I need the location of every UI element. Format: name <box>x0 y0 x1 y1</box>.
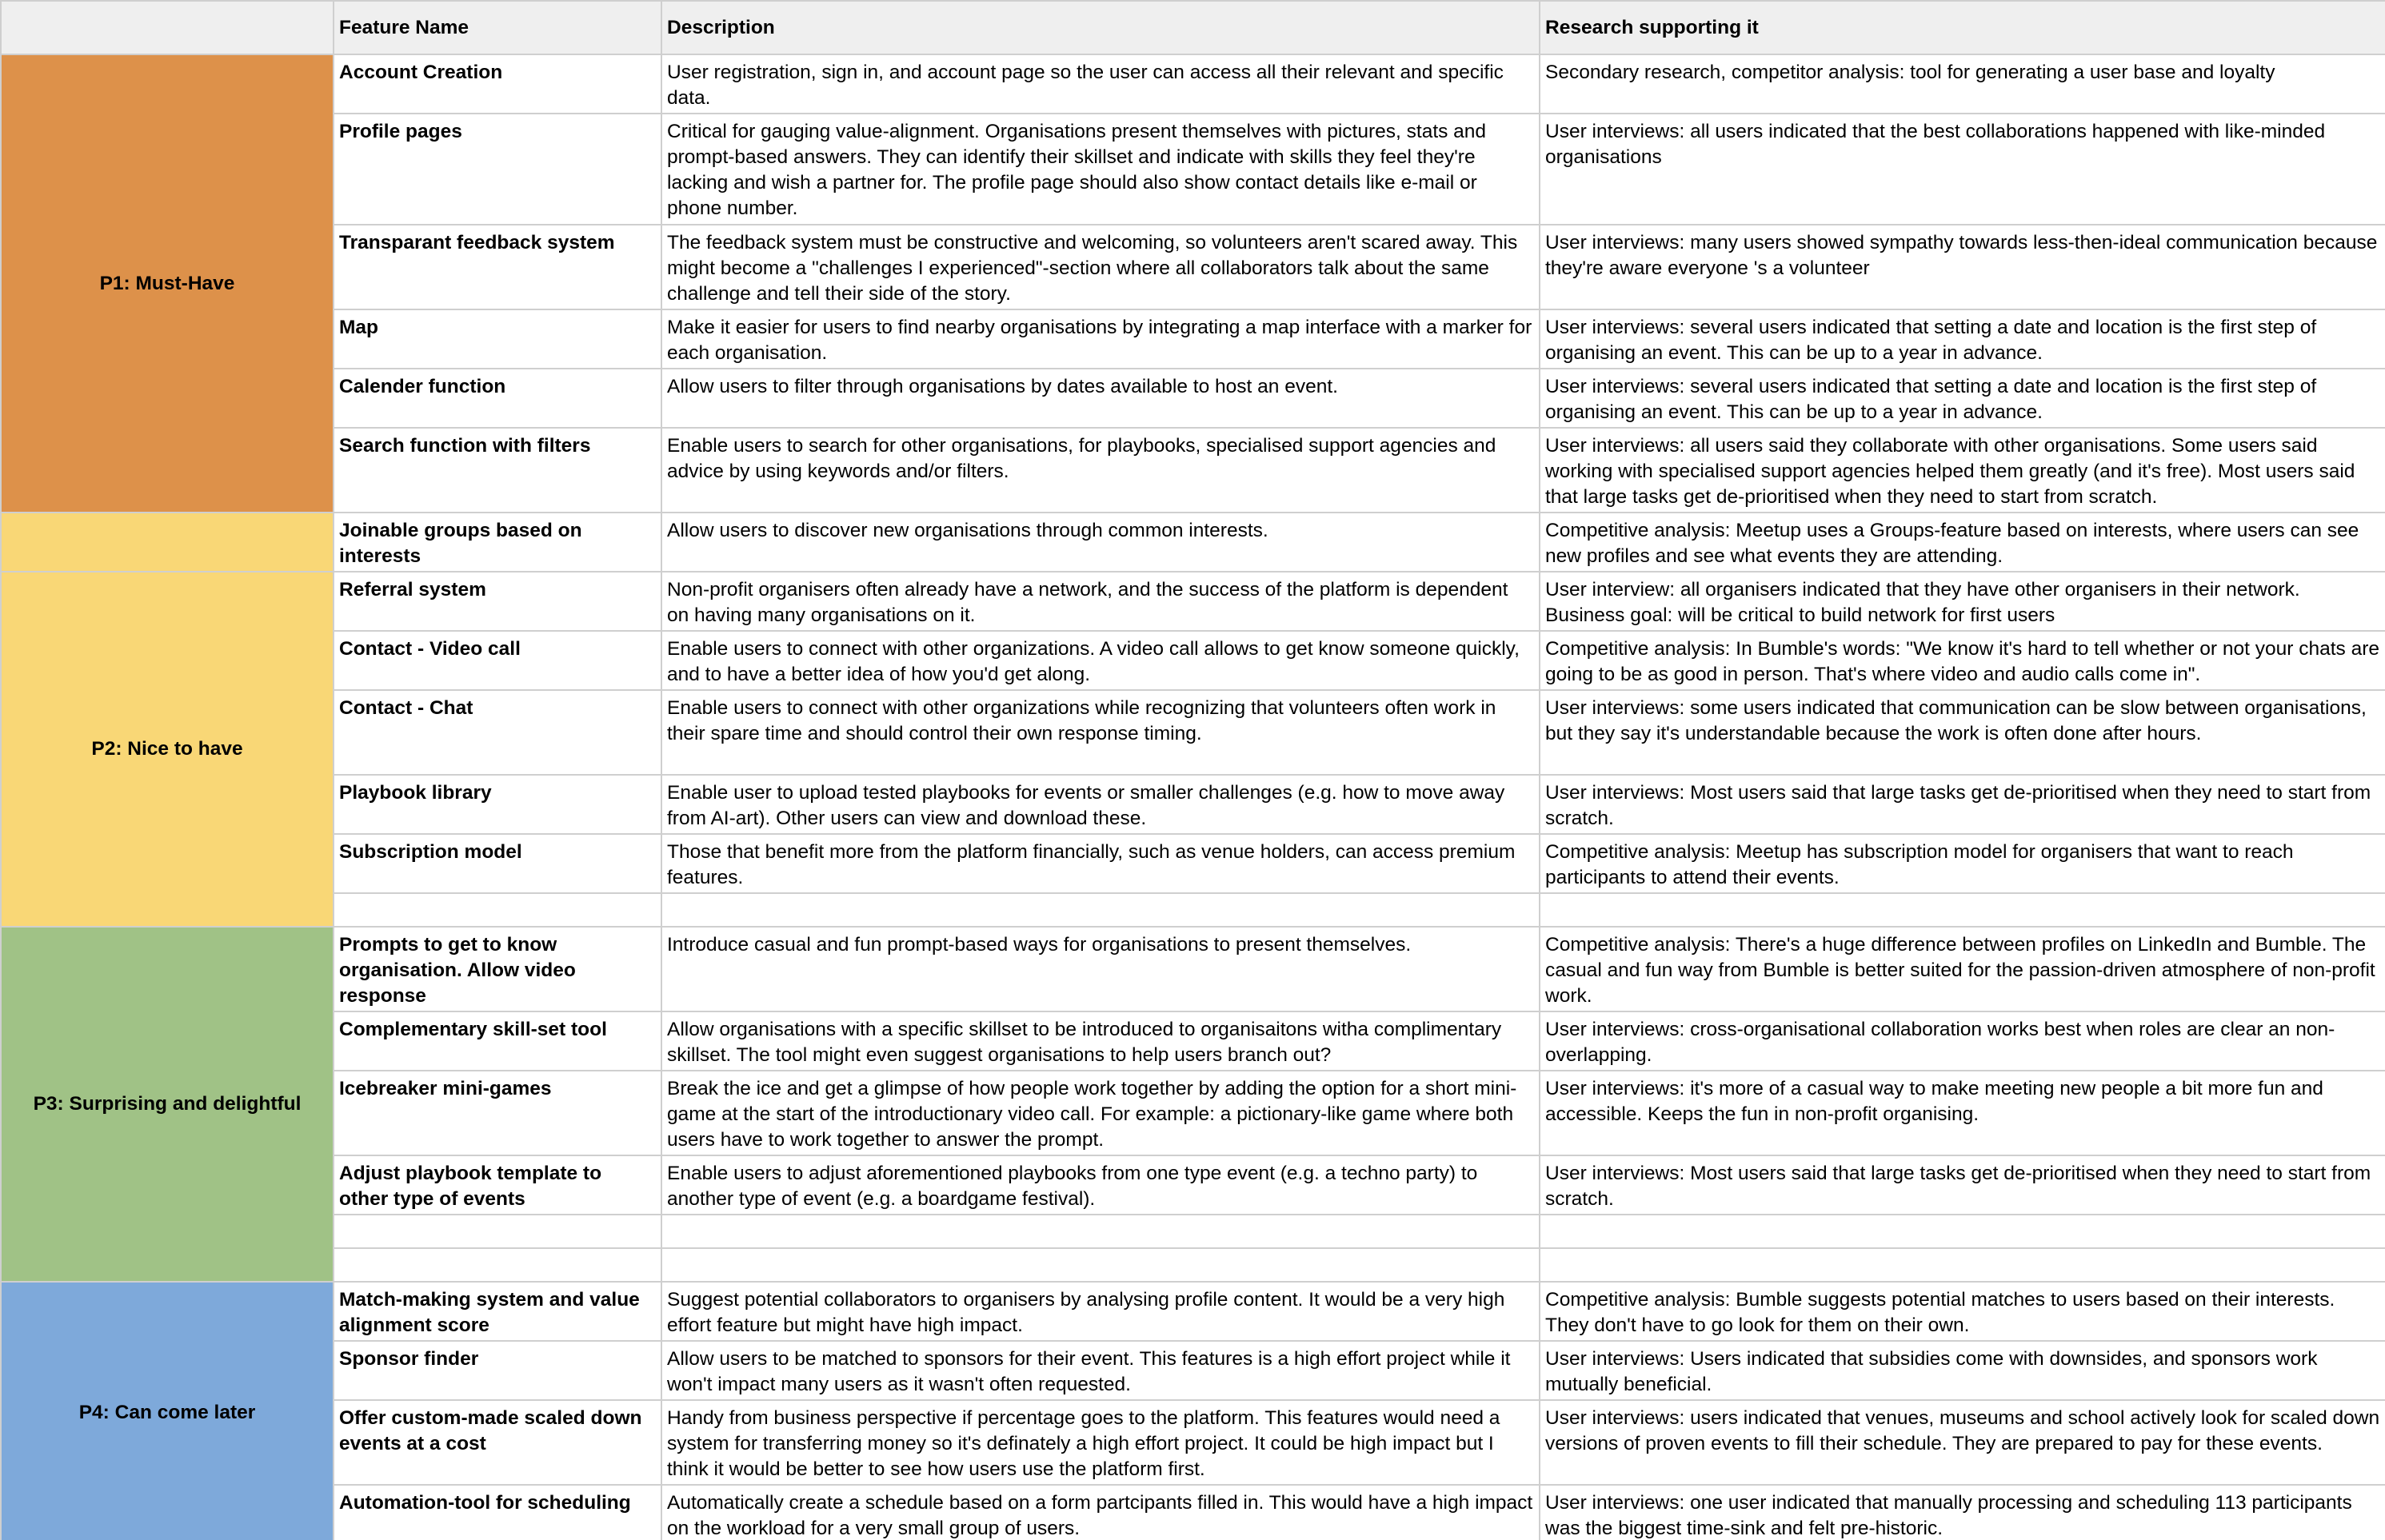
description-cell[interactable]: Critical for gauging value-alignment. Organisations present themselves with pictures, stats and prompt-based answers. They can identify their skillset and indicate with skills they feel they're lacking and wish a partner for. The profile page should also show contact details like e-mail or phone number. <box>661 114 1540 225</box>
feature-cell[interactable]: Playbook library <box>334 775 661 834</box>
table-row <box>1 1011 2385 1071</box>
description-cell[interactable]: Suggest potential collaborators to organisers by analysing profile content. It would be a very high effort feature but might have high impact. <box>661 1282 1540 1341</box>
description-cell[interactable]: Non-profit organisers often already have a network, and the success of the platform is dependent on having many organisations on it. <box>661 572 1540 631</box>
description-cell[interactable]: Enable users to search for other organisations, for playbooks, specialised support agencies and advice by using keywords and/or filters. <box>661 428 1540 513</box>
table-row <box>1 775 2385 834</box>
priority-cell-p2[interactable]: P2: Nice to have <box>1 572 334 927</box>
table-body <box>1 54 2385 1540</box>
research-cell[interactable]: User interviews: Most users said that large tasks get de-prioritised when they need to start from scratch. <box>1540 1155 2385 1215</box>
description-cell[interactable]: Allow organisations with a specific skillset to be introduced to organisaitons witha complimentary skillset. The tool might even suggest organisations to help users branch out? <box>661 1011 1540 1071</box>
research-cell[interactable] <box>1540 1248 2385 1282</box>
feature-cell[interactable]: Calender function <box>334 369 661 428</box>
feature-cell[interactable]: Transparant feedback system <box>334 225 661 309</box>
table-row <box>1 428 2385 513</box>
table-row <box>1 114 2385 225</box>
description-cell[interactable]: Allow users to discover new organisations through common interests. <box>661 513 1540 572</box>
feature-cell[interactable]: Adjust playbook template to other type of events <box>334 1155 661 1215</box>
table-row <box>1 513 2385 572</box>
research-cell[interactable]: User interviews: one user indicated that manually processing and scheduling 113 participants was the biggest time-sink and felt pre-historic. <box>1540 1485 2385 1540</box>
research-cell[interactable]: User interviews: users indicated that venues, museums and school actively look for scaled down versions of proven events to fill their schedule. They are prepared to pay for these events. <box>1540 1400 2385 1485</box>
research-cell[interactable]: User interviews: several users indicated that setting a date and location is the first step of organising an event. This can be up to a year in advance. <box>1540 369 2385 428</box>
table-row <box>1 225 2385 309</box>
research-cell[interactable]: User interviews: Most users said that large tasks get de-prioritised when they need to start from scratch. <box>1540 775 2385 834</box>
table-row <box>1 893 2385 927</box>
research-cell[interactable]: User interview: all organisers indicated that they have other organisers in their network. Business goal: will be critical to build network for first users <box>1540 572 2385 631</box>
research-cell[interactable]: User interviews: some users indicated that communication can be slow between organisations, but they say it's understandable because the work is often done after hours. <box>1540 690 2385 775</box>
feature-cell[interactable]: Automation-tool for scheduling <box>334 1485 661 1540</box>
feature-cell[interactable]: Referral system <box>334 572 661 631</box>
feature-cell[interactable] <box>334 893 661 927</box>
description-cell[interactable] <box>661 1248 1540 1282</box>
description-cell[interactable]: Allow users to filter through organisations by dates available to host an event. <box>661 369 1540 428</box>
table-row <box>1 1282 2385 1341</box>
feature-cell[interactable]: Prompts to get to know organisation. Allow video response <box>334 927 661 1011</box>
table-row <box>1 1248 2385 1282</box>
priority-cell-blank[interactable] <box>1 513 334 572</box>
feature-cell[interactable]: Contact - Video call <box>334 631 661 690</box>
table-row <box>1 1155 2385 1215</box>
table-row <box>1 1215 2385 1248</box>
research-cell[interactable]: User interviews: Users indicated that subsidies come with downsides, and sponsors work mutually beneficial. <box>1540 1341 2385 1400</box>
research-cell[interactable]: User interviews: many users showed sympathy towards less-then-ideal communication because they're aware everyone 's a volunteer <box>1540 225 2385 309</box>
header-description[interactable]: Description <box>661 1 1540 54</box>
header-feature-name[interactable]: Feature Name <box>334 1 661 54</box>
research-cell[interactable]: Competitive analysis: There's a huge difference between profiles on LinkedIn and Bumble. The casual and fun way from Bumble is better suited for the passion-driven atmosphere of non-profit work. <box>1540 927 2385 1011</box>
header-research[interactable]: Research supporting it <box>1540 1 2385 54</box>
header-row <box>1 1 2385 54</box>
description-cell[interactable] <box>661 1215 1540 1248</box>
feature-cell[interactable]: Complementary skill-set tool <box>334 1011 661 1071</box>
research-cell[interactable]: Competitive analysis: Bumble suggests potential matches to users based on their interests. They don't have to go look for them on their own. <box>1540 1282 2385 1341</box>
header-priority[interactable] <box>1 1 334 54</box>
feature-cell[interactable]: Map <box>334 309 661 369</box>
feature-cell[interactable]: Offer custom-made scaled down events at a cost <box>334 1400 661 1485</box>
description-cell[interactable]: Those that benefit more from the platform financially, such as venue holders, can access premium features. <box>661 834 1540 893</box>
table-row <box>1 572 2385 631</box>
table-row <box>1 631 2385 690</box>
research-cell[interactable]: User interviews: all users indicated that the best collaborations happened with like-minded organisations <box>1540 114 2385 225</box>
table-row <box>1 1071 2385 1155</box>
priority-cell-p4[interactable]: P4: Can come later <box>1 1282 334 1540</box>
research-cell[interactable]: User interviews: several users indicated that setting a date and location is the first step of organising an event. This can be up to a year in advance. <box>1540 309 2385 369</box>
table-row <box>1 1341 2385 1400</box>
research-cell[interactable]: Competitive analysis: Meetup uses a Groups-feature based on interests, where users can see new profiles and see what events they are attending. <box>1540 513 2385 572</box>
table-row <box>1 834 2385 893</box>
feature-cell[interactable]: Contact - Chat <box>334 690 661 775</box>
feature-cell[interactable] <box>334 1248 661 1282</box>
feature-cell[interactable]: Search function with filters <box>334 428 661 513</box>
table-row <box>1 1400 2385 1485</box>
description-cell[interactable]: Allow users to be matched to sponsors for their event. This features is a high effort project while it won't impact many users as it wasn't often requested. <box>661 1341 1540 1400</box>
table-row <box>1 369 2385 428</box>
table-row <box>1 54 2385 114</box>
research-cell[interactable]: User interviews: it's more of a casual way to make meeting new people a bit more fun and accessible. Keeps the fun in non-profit organising. <box>1540 1071 2385 1155</box>
description-cell[interactable]: Introduce casual and fun prompt-based ways for organisations to present themselves. <box>661 927 1540 1011</box>
description-cell[interactable]: Enable users to adjust aforementioned playbooks from one type event (e.g. a techno party) to another type of event (e.g. a boardgame festival). <box>661 1155 1540 1215</box>
table-row <box>1 309 2385 369</box>
table-row <box>1 927 2385 1011</box>
description-cell[interactable]: Make it easier for users to find nearby organisations by integrating a map interface with a marker for each organisation. <box>661 309 1540 369</box>
description-cell[interactable]: Enable users to connect with other organizations. A video call allows to get know someone quickly, and to have a better idea of how you'd get along. <box>661 631 1540 690</box>
description-cell[interactable]: The feedback system must be constructive and welcoming, so volunteers aren't scared away. This might become a "challenges I experienced"-section where all collaborators talk about the same challenge and tell their side of the story. <box>661 225 1540 309</box>
feature-cell[interactable]: Sponsor finder <box>334 1341 661 1400</box>
research-cell[interactable] <box>1540 893 2385 927</box>
description-cell[interactable]: Enable users to connect with other organizations while recognizing that volunteers often work in their spare time and should control their own response timing. <box>661 690 1540 775</box>
description-cell[interactable]: Break the ice and get a glimpse of how people work together by adding the option for a short mini-game at the start of the introductionary video call. For example: a pictionary-like game where both users have to work together to answer the prompt. <box>661 1071 1540 1155</box>
table-row <box>1 690 2385 775</box>
research-cell[interactable]: Secondary research, competitor analysis: tool for generating a user base and loyalty <box>1540 54 2385 114</box>
description-cell[interactable] <box>661 893 1540 927</box>
feature-cell[interactable]: Subscription model <box>334 834 661 893</box>
feature-cell[interactable]: Joinable groups based on interests <box>334 513 661 572</box>
feature-cell[interactable]: Account Creation <box>334 54 661 114</box>
feature-cell[interactable]: Profile pages <box>334 114 661 225</box>
research-cell[interactable]: Competitive analysis: In Bumble's words: "We know it's hard to tell whether or not your chats are going to be as good in person. That's where video and audio calls come in". <box>1540 631 2385 690</box>
feature-cell[interactable]: Icebreaker mini-games <box>334 1071 661 1155</box>
research-cell[interactable]: User interviews: cross-organisational collaboration works best when roles are clear an non-overlapping. <box>1540 1011 2385 1071</box>
research-cell[interactable]: Competitive analysis: Meetup has subscription model for organisers that want to reach participants to attend their events. <box>1540 834 2385 893</box>
feature-cell[interactable]: Match-making system and value alignment score <box>334 1282 661 1341</box>
feature-cell[interactable] <box>334 1215 661 1248</box>
description-cell[interactable]: Handy from business perspective if percentage goes to the platform. This features would need a system for transferring money so it's definately a high effort project. It could be high impact but I think it would be better to see how users use the platform first. <box>661 1400 1540 1485</box>
table-row <box>1 1485 2385 1540</box>
description-cell[interactable]: User registration, sign in, and account page so the user can access all their relevant and specific data. <box>661 54 1540 114</box>
description-cell[interactable]: Enable user to upload tested playbooks for events or smaller challenges (e.g. how to move away from AI-art). Other users can view and download these. <box>661 775 1540 834</box>
description-cell[interactable]: Automatically create a schedule based on a form partcipants filled in. This would have a high impact on the workload for a very small group of users. <box>661 1485 1540 1540</box>
research-cell[interactable]: User interviews: all users said they collaborate with other organisations. Some users said working with specialised support agencies helped them greatly (and it's free). Most users said that large tasks get de-prioritised when they need to start from scratch. <box>1540 428 2385 513</box>
research-cell[interactable] <box>1540 1215 2385 1248</box>
priority-cell-p1[interactable]: P1: Must-Have <box>1 54 334 513</box>
priority-cell-p3[interactable]: P3: Surprising and delightful <box>1 927 334 1282</box>
